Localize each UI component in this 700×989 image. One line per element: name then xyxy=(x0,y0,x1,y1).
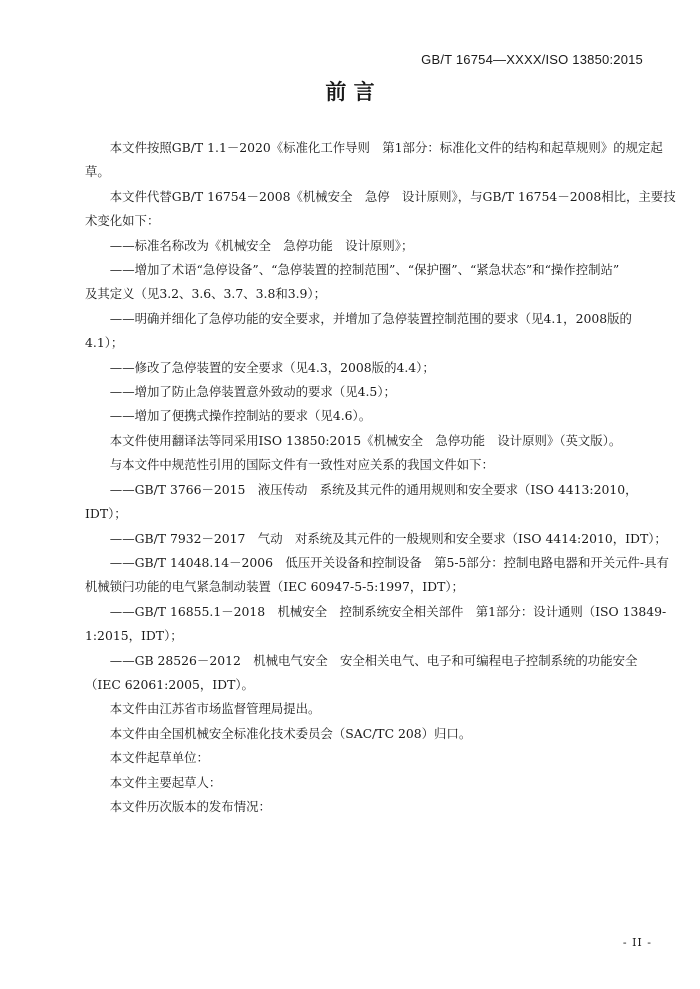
paragraph-line: ——增加了术语“急停设备”、“急停装置的控制范围”、“保护圈”、“紧急状态”和“操作控制站” xyxy=(109,262,620,278)
paragraph-line: 本文件由江苏省市场监督管理局提出。 xyxy=(109,701,321,717)
paragraph-line: ——GB/T 7932－2017 气动 对系统及其元件的一般规则和安全要求（ISO 4414:2010，IDT）； xyxy=(109,530,667,546)
paragraph-line: 本文件由全国机械安全标准化技术委员会（SAC/TC 208）归口。 xyxy=(109,725,472,741)
paragraph-line: 及其定义（见3.2、3.6、3.7、3.8和3.9）； xyxy=(85,286,327,302)
paragraph-line: （IEC 62061:2005，IDT）。 xyxy=(85,676,254,692)
paragraph-line: 本文件历次版本的发布情况： xyxy=(109,798,271,814)
paragraph-line: ——GB/T 3766－2015 液压传动 系统及其元件的通用规则和安全要求（ISO 4413:2010， xyxy=(109,481,638,497)
page-title: 前 言 xyxy=(325,80,375,104)
paragraph-line: 本文件起草单位： xyxy=(109,750,209,766)
paragraph-line: 1:2015，IDT）； xyxy=(85,628,183,644)
paragraph-line: 本文件按照GB/T 1.1－2020《标准化工作导则 第1部分：标准化文件的结构和起草规则》的规定起 xyxy=(109,140,663,155)
paragraph-line: ——标准名称改为《机械安全 急停功能 设计原则》； xyxy=(109,237,414,253)
paragraph-line: 本文件使用翻译法等同采用ISO 13850:2015《机械安全 急停功能 设计原则》（英文版）。 xyxy=(109,432,622,448)
paragraph-line: ——增加了防止急停装置意外致动的要求（见4.5）； xyxy=(109,384,396,400)
paragraph-line: ——增加了便携式操作控制站的要求（见4.6）。 xyxy=(109,408,372,424)
paragraph-line: ——修改了急停装置的安全要求（见4.3，2008版的4.4）； xyxy=(109,359,435,375)
paragraph-line: 本文件代替GB/T 16754－2008《机械安全 急停 设计原则》，与GB/T 16754－2008相比，主要技 xyxy=(109,188,676,204)
paragraph-line: ——GB 28526－2012 机械电气安全 安全相关电气、电子和可编程电子控制系统的功能安全 xyxy=(109,652,638,668)
paragraph-line: ——明确并细化了急停功能的安全要求，并增加了急停装置控制范围的要求（见4.1，2008版的 xyxy=(109,310,632,326)
paragraph-line: ——GB/T 16855.1－2018 机械安全 控制系统安全相关部件 第1部分：设计通则（ISO 13849- xyxy=(109,603,667,619)
paragraph-line: 机械锁闩功能的电气紧急制动装置（IEC 60947-5-5:1997，IDT）； xyxy=(85,579,464,595)
paragraph-line: 与本文件中规范性引用的国际文件有一致性对应关系的我国文件如下： xyxy=(109,457,494,473)
paragraph-line: 4.1）； xyxy=(85,335,124,351)
paragraph-line: IDT）； xyxy=(85,506,127,522)
standard-code: GB/T 16754—XXXX/ISO 13850:2015 xyxy=(421,52,643,67)
paragraph-line: 草。 xyxy=(85,164,110,180)
paragraph-line: 本文件主要起草人： xyxy=(109,774,222,790)
paragraph-line: ——GB/T 14048.14－2006 低压开关设备和控制设备 第5-5部分：控制电路电器和开关元件-具有 xyxy=(109,554,669,570)
paragraph-line: 术变化如下： xyxy=(85,213,160,229)
foreword-body xyxy=(85,136,676,819)
page-number: - II - xyxy=(622,936,652,949)
